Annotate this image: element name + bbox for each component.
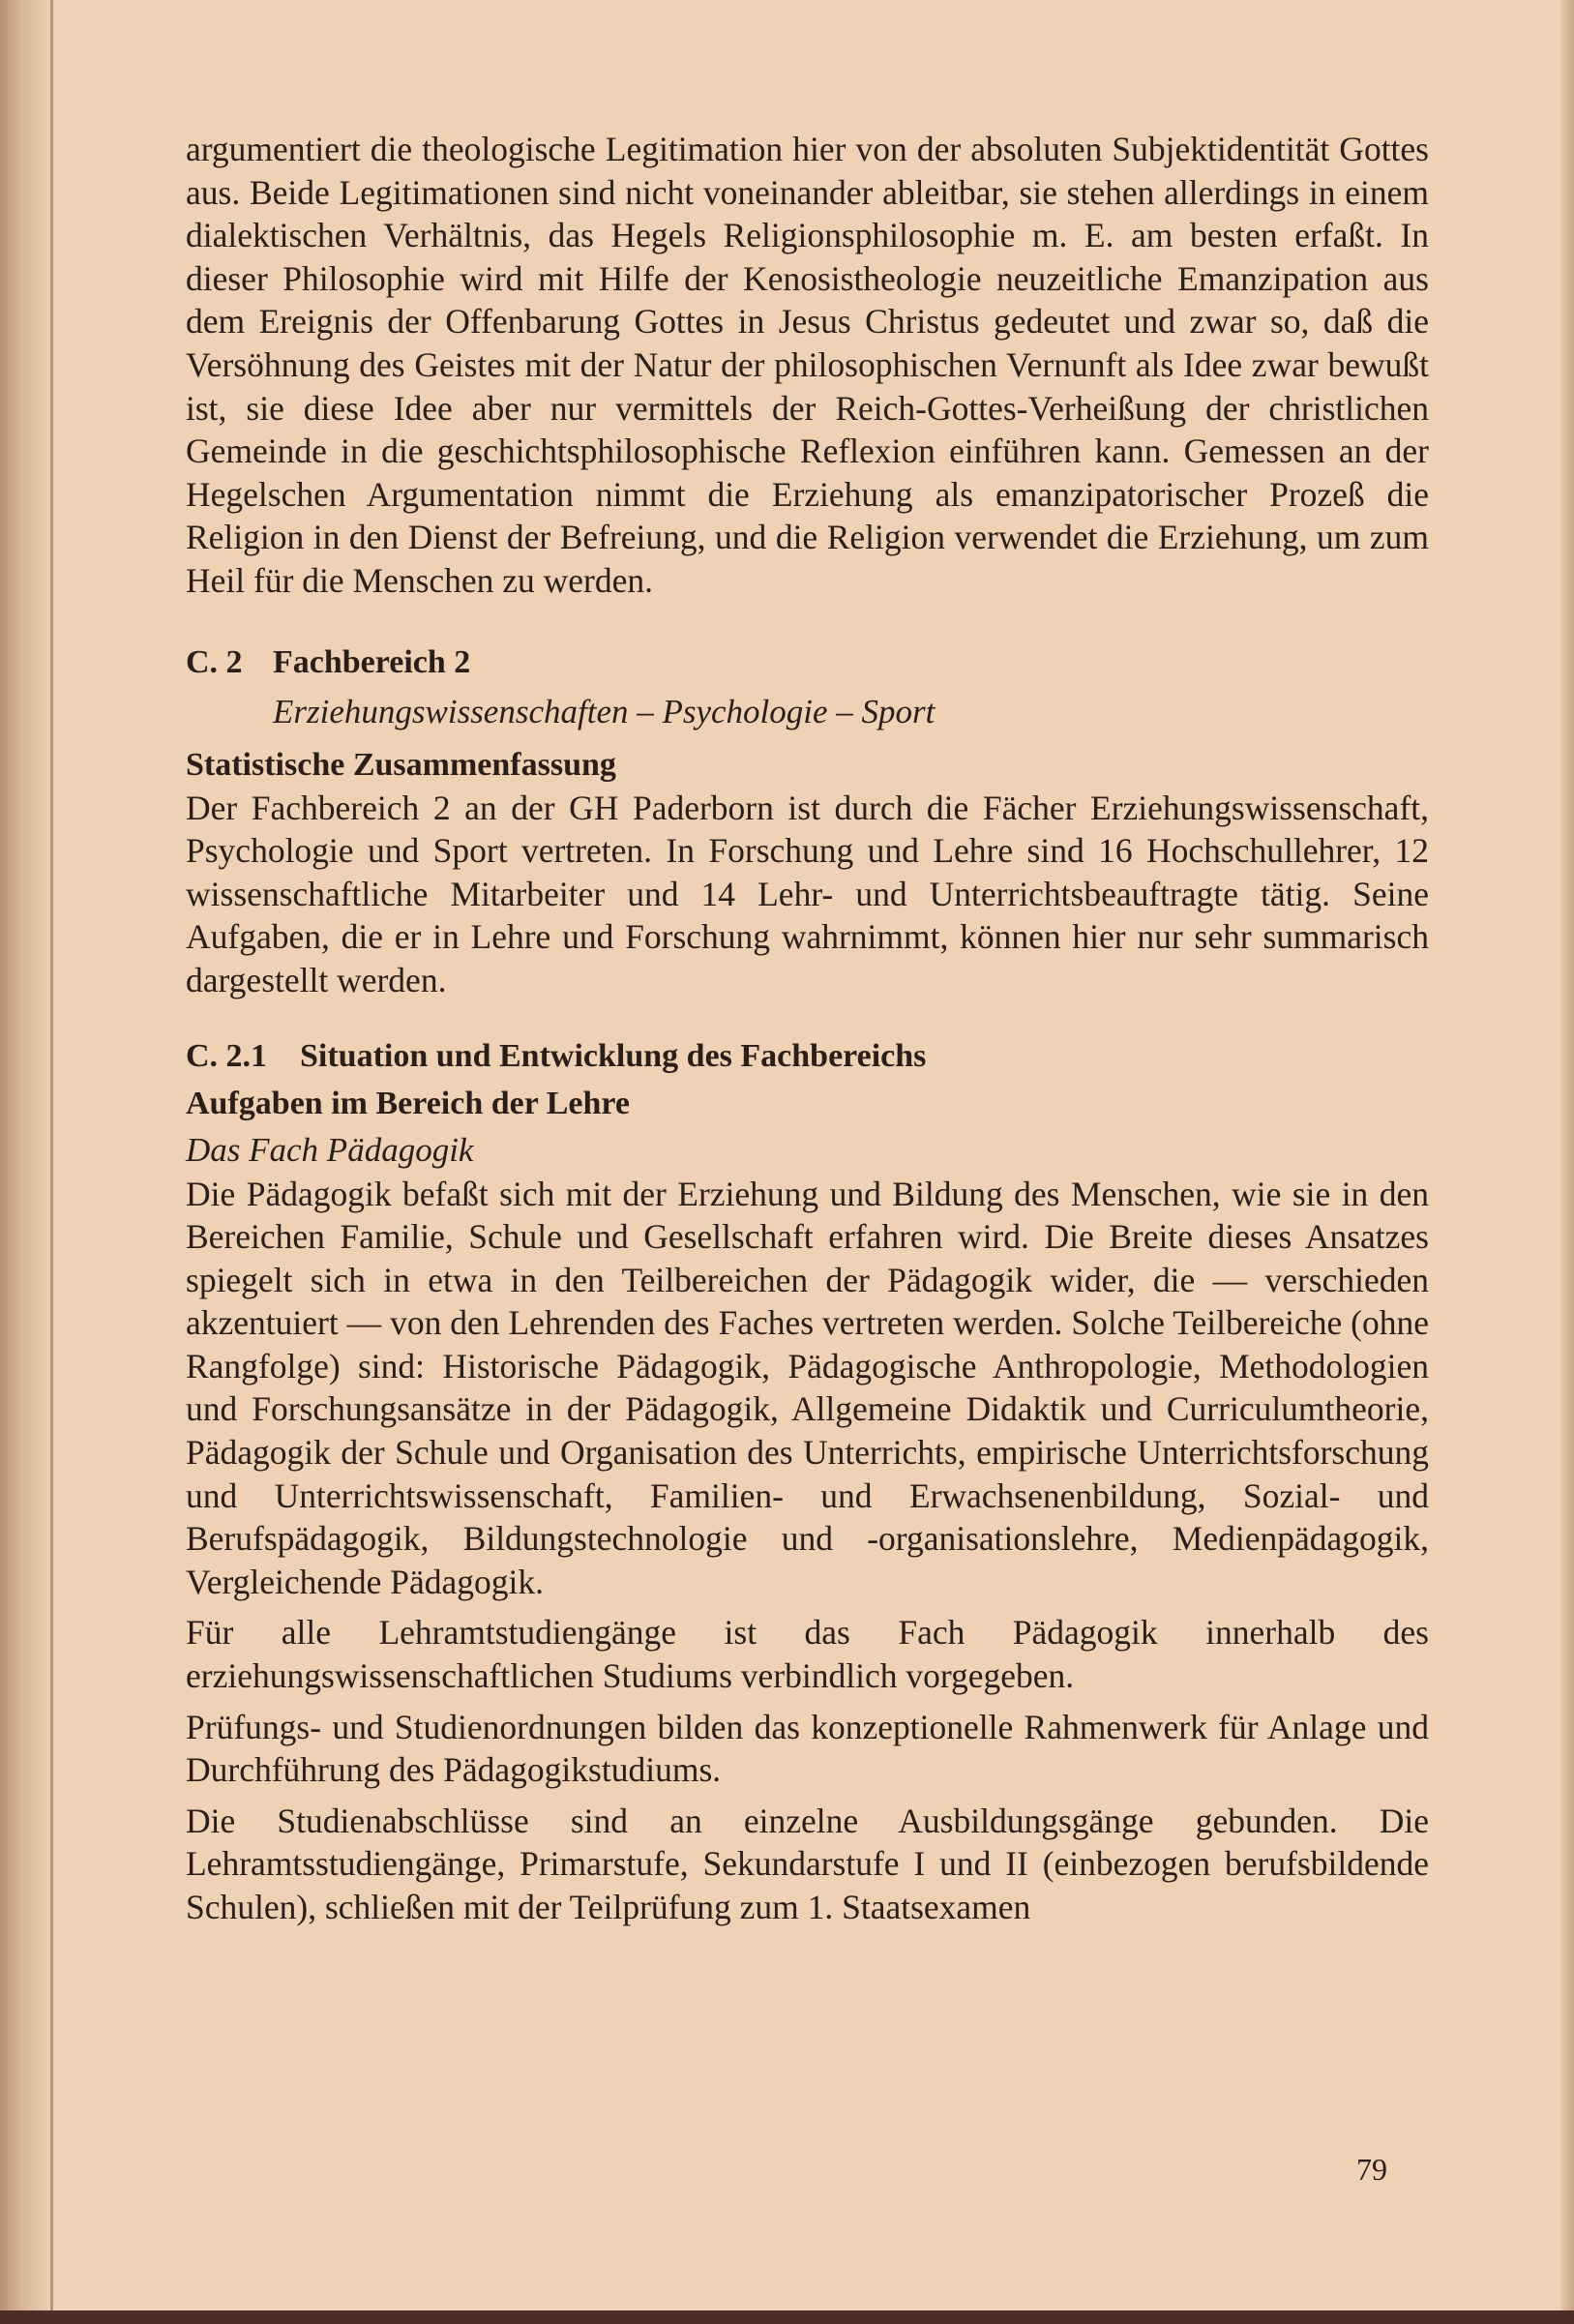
paedagogik-heading: Das Fach Pädagogik: [186, 1130, 474, 1169]
section-c2-title: Fachbereich 2: [273, 643, 471, 680]
section-c2-number: C. 2: [186, 643, 243, 680]
section-c21-heading: [186, 1035, 1429, 1078]
page-number: 79: [1356, 2152, 1387, 2187]
intro-paragraph: argumentiert die theologische Legitimation hier von der absoluten Subjektidentität Gottes aus. Beide Legitimationen sind nicht voneinander ableitbar, sie stehen allerdings in einem dialektischen Verhältnis, das Hegels Religionsphilosophie m. E. am besten erfaßt. In dieser Philosophie wird mit Hilfe der Kenosistheologie neuzeitliche Emanzipation aus dem Ereignis der Offenbarung Gottes in Jesus Christus gedeutet und zwar so, daß die Versöhnung des Geistes mit der Natur der philosophischen Vernunft als Idee zwar bewußt ist, sie diese Idee aber nur vermittels der Reich-Gottes-Verheißung der christlichen Gemeinde in die geschichtsphilosophische Reflexion einführen kann. Gemessen an der Hegelschen Argumentation nimmt die Erziehung als emanzipatorischer Prozeß die Religion in den Dienst der Befreiung, und die Religion verwendet die Erziehung, um zum Heil für die Menschen zu werden.: [186, 130, 1429, 600]
text-body: [186, 128, 1429, 1929]
book-spine: [0, 0, 50, 2324]
paragraph: Für alle Lehramtstudiengänge ist das Fach Pädagogik innerhalb des erziehungswissenschaftlichen Studiums verbindlich vorgegeben.: [186, 1613, 1429, 1696]
page-right-edge: [1560, 0, 1574, 2324]
lehre-subheading: Aufgaben im Bereich der Lehre: [186, 1085, 630, 1121]
page-bottom-edge: [0, 2310, 1574, 2324]
paragraph: Die Pädagogik befaßt sich mit der Erziehung und Bildung des Menschen, wie sie in den Bereichen Familie, Schule und Gesellschaft erfahren wird. Die Breite dieses Ansatzes spiegelt sich in etwa in den Teilbereichen der Pädagogik wider, die — verschieden akzentuiert — von den Lehrenden des Faches vertreten werden. Solche Teilbereiche (ohne Rangfolge) sind: Historische Pädagogik, Pädagogische Anthropologie, Methodologien und Forschungsansätze in der Pädagogik, Allgemeine Didaktik und Curriculumtheorie, Pädagogik der Schule und Organisation des Unterrichts, empirische Unterrichtsforschung und Unterrichtswissenschaft, Familien- und Erwachsenenbildung, Sozial- und Berufspädagogik, Bildungstechnologie und -organisationslehre, Medienpädagogik, Vergleichende Pädagogik.: [186, 1174, 1429, 1601]
section-c2-heading: [186, 641, 1429, 684]
section-c21-number: C. 2.1: [186, 1037, 268, 1074]
statistik-paragraph: Der Fachbereich 2 an der GH Paderborn ist durch die Fächer Erziehungswissenschaft, Psychologie und Sport vertreten. In Forschung und Lehre sind 16 Hochschullehrer, 12 wissenschaftliche Mitarbeiter und 14 Lehr- und Unterrichtsbeauftragte tätig. Seine Aufgaben, die er in Lehre und Forschung wahrnimmt, können hier nur sehr summarisch dargestellt werden.: [186, 788, 1429, 999]
section-c21-title: Situation und Entwicklung des Fachbereichs: [300, 1037, 927, 1074]
section-c2-subtitle: Erziehungswissenschaften – Psychologie – Sport: [273, 692, 935, 730]
statistik-heading: Statistische Zusammenfassung: [186, 746, 616, 783]
paragraph: Prüfungs- und Studienordnungen bilden das konzeptionelle Rahmenwerk für Anlage und Durchführung des Pädagogikstudiums.: [186, 1707, 1429, 1790]
spine-crease: [50, 0, 53, 2324]
paragraph: Die Studienabschlüsse sind an einzelne Ausbildungsgänge gebunden. Die Lehramtsstudiengänge, Primarstufe, Sekundarstufe I und II (einbezogen berufsbildende Schulen), schließen mit der Teilprüfung zum 1. Staatsexamen: [186, 1801, 1429, 1926]
